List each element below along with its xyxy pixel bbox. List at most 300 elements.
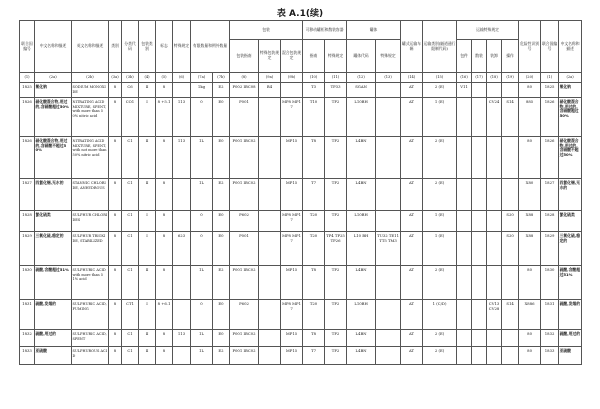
cell-class-code: C1 [122,137,139,179]
column-index: (11) [325,73,347,83]
cell-pack-instructions: P001 IBC02 [230,266,259,300]
cell-hazard-id: 80 [519,347,541,365]
cell-rtank-special [376,179,401,211]
cell-load-provision [487,83,502,98]
cell-pkg-provision [457,179,472,211]
cell-rtank-code: L10BH [347,211,376,232]
cell-operate-provision [502,266,519,300]
cell-un-no: 1829 [20,232,35,266]
cell-pkg-provision [457,137,472,179]
table-row [20,179,582,211]
cell-un-no-right: 1832 [541,330,559,347]
cell-hazard-id: 885 [519,98,541,137]
cell-mixed-packing: MP15 [281,347,303,365]
cell-mixed-packing: MP8 MP17 [281,232,303,266]
cell-hazard-id: X886 [519,300,541,330]
table-row [20,300,582,330]
cell-labels: 8 +5.1 [156,98,173,137]
cell-pkg-provision [457,211,472,232]
cell-operate-provision: S14 [502,300,519,330]
header-en-name: 英文名称和描述 [72,21,109,73]
cell-un-no: 1826 [20,137,35,179]
column-index: (2a) [559,73,582,83]
cell-labels: 8 [156,232,173,266]
cell-un-no-right: 1825 [541,83,559,98]
cell-excepted-qty: E0 [213,300,230,330]
cell-special-provisions: 113 [173,330,191,347]
cell-vehicle: AT [401,83,423,98]
cell-packing-group: Ⅰ [139,98,156,137]
header-rtank-special: 特殊规定 [376,40,401,73]
cell-packing-group: Ⅱ [139,347,156,365]
cell-transport-cat: 1 (E) [423,211,457,232]
header-packaging: 包装 [230,21,303,40]
header-cn-name-right: 中文名称和描述 [559,21,582,73]
cell-excepted-qty: E2 [213,83,230,98]
cell-en-name: SULPHUR CHLORIDES [72,211,109,232]
cell-un-no: 1830 [20,266,35,300]
cell-en-name: SODIUM MONOXIDE [72,83,109,98]
cell-operate-provision [502,83,519,98]
cell-bulk-provision [472,347,487,365]
cell-class: 8 [109,330,122,347]
column-index: (7b) [213,73,230,83]
cell-cn-name: 硫酸,用过的 [35,330,72,347]
cell-class-code: C1 [122,266,139,300]
cell-class: 8 [109,211,122,232]
cell-transport-cat: 2 (E) [423,347,457,365]
cell-tank-special: TP33 [325,83,347,98]
cell-cn-name: 氧化钠 [35,83,72,98]
column-index: (17) [472,73,487,83]
header-pkg: 包件 [457,40,472,73]
header-pack-special: 特殊包装规定 [259,40,281,73]
cell-tank-instructions: T3 [303,83,325,98]
cell-tank-instructions: T10 [303,98,325,137]
header-bulk: 散装 [472,40,487,73]
cell-tank-instructions: T8 [303,137,325,179]
column-index: (9b) [281,73,303,83]
cell-bulk-provision [472,330,487,347]
cell-class: 8 [109,137,122,179]
header-rtank: 罐体 [347,21,401,40]
column-index: (1) [20,73,35,83]
cell-un-no-right: 1833 [541,347,559,365]
column-index: (19) [502,73,519,83]
cell-operate-provision: S20 [502,232,519,266]
column-index: (2a) [35,73,72,83]
header-packing-group: 包装类别 [139,21,156,73]
cell-tank-instructions: T7 [303,347,325,365]
column-index: (18) [487,73,502,83]
cell-un-no-right: 1828 [541,211,559,232]
header-hazard-id: 危险性识别号 [519,21,541,73]
cell-class-code: C1 [122,179,139,211]
cell-class: 8 [109,266,122,300]
cell-special-provisions [173,347,191,365]
cell-cn-name-right: 四氯化锡,无水的 [559,179,582,211]
cell-tank-special: TP2 [325,266,347,300]
cell-load-provision [487,330,502,347]
cell-load-provision [487,137,502,179]
cell-class-code: C1 [122,347,139,365]
cell-labels: 8 [156,137,173,179]
cell-rtank-code: L10 BH [347,232,376,266]
cell-special-provisions [173,300,191,330]
cell-tank-special: TP2 [325,300,347,330]
cell-limited-qty: 1L [191,330,213,347]
cell-pack-special [259,330,281,347]
cell-rtank-code: L4BN [347,179,376,211]
column-index: (12) [347,73,376,83]
cell-pack-instructions: P602 [230,211,259,232]
column-index: (2b) [72,73,109,83]
cell-en-name: SULPHURIC ACID with more than 51% acid [72,266,109,300]
cell-vehicle: AT [401,98,423,137]
cell-tank-special: TP2 [325,330,347,347]
header-rtank-code: 罐体代码 [347,40,376,73]
column-index: (20) [519,73,541,83]
cell-cn-name-right: 氯化硫类 [559,211,582,232]
cell-bulk-provision [472,211,487,232]
cell-mixed-packing: MP15 [281,330,303,347]
cell-cn-name-right: 硫酸,发烟的 [559,300,582,330]
cell-limited-qty: 1L [191,137,213,179]
header-load: 装卸 [487,40,502,73]
cell-class-code: C1 [122,330,139,347]
cell-en-name: STANNIC CHLORIDE, ANHYDROUS [72,179,109,211]
cell-mixed-packing: MP8 MP17 [281,211,303,232]
cell-mixed-packing: MP8 MP17 [281,300,303,330]
cell-load-provision [487,347,502,365]
cell-pkg-provision [457,347,472,365]
cell-hazard-id: X88 [519,232,541,266]
cell-pack-special [259,211,281,232]
cell-excepted-qty: E2 [213,179,230,211]
cell-special-provisions: 623 [173,232,191,266]
table-row [20,83,582,98]
cell-un-no-right: 1826 [541,98,559,137]
header-portable-tanks: 可移动罐柜和散装容器 [303,21,347,40]
cell-limited-qty: 0 [191,211,213,232]
cell-cn-name: 硫酸,发烟的 [35,300,72,330]
cell-un-no: 1833 [20,347,35,365]
cell-load-provision [487,232,502,266]
cell-mixed-packing: MP15 [281,266,303,300]
cell-cn-name: 硝化酸混合物,用过的,含硝酸不超过50% [35,137,72,179]
cell-transport-cat: 2 (E) [423,137,457,179]
cell-load-provision: CV24 [487,98,502,137]
cell-rtank-code: L4BN [347,347,376,365]
cell-limited-qty: 0 [191,300,213,330]
cell-cn-name: 氯化硫类 [35,211,72,232]
cell-class: 8 [109,98,122,137]
cell-excepted-qty: E0 [213,137,230,179]
cell-special-provisions: 113 [173,137,191,179]
cell-pack-special [259,300,281,330]
cell-hazard-id: X80 [519,179,541,211]
cell-operate-provision: S14 [502,98,519,137]
cell-un-no: 1832 [20,330,35,347]
cell-hazard-id: 80 [519,266,541,300]
cell-pack-instructions: P001 [230,232,259,266]
cell-packing-group: Ⅱ [139,137,156,179]
column-index: (6) [173,73,191,83]
column-index: (8) [230,73,259,83]
cell-pack-instructions: P001 IBC02 [230,137,259,179]
cell-limited-qty: 1L [191,266,213,300]
cell-rtank-code: L10BH [347,98,376,137]
cell-operate-provision [502,179,519,211]
table-row [20,232,582,266]
cell-un-no-right: 1827 [541,179,559,211]
cell-class: 8 [109,179,122,211]
cell-class-code: C6 [122,83,139,98]
header-tank-special: 特殊规定 [325,40,347,73]
cell-packing-group: Ⅰ [139,300,156,330]
cell-vehicle: AT [401,137,423,179]
header-class: 类别 [109,21,122,73]
cell-special-provisions [173,179,191,211]
cell-class-code: CO1 [122,98,139,137]
cell-un-no: 1827 [20,179,35,211]
cell-hazard-id: 80 [519,137,541,179]
cell-operate-provision: S20 [502,211,519,232]
cell-cn-name-right: 硫酸,用过的 [559,330,582,347]
cell-excepted-qty: E0 [213,232,230,266]
cell-un-no: 1828 [20,211,35,232]
table-title: 表 A.1(续) [276,9,324,19]
column-index: (4) [139,73,156,83]
header-special-provisions: 特殊规定 [173,21,191,73]
cell-rtank-code: L4BN [347,266,376,300]
column-index: (7a) [191,73,213,83]
cell-vehicle: AT [401,232,423,266]
cell-rtank-special [376,137,401,179]
cell-class-code: CT1 [122,300,139,330]
cell-rtank-code: L10BH [347,300,376,330]
cell-labels: 8 +6.1 [156,300,173,330]
cell-special-provisions: 113 [173,98,191,137]
cell-limited-qty: 1L [191,347,213,365]
column-index: (5) [156,73,173,83]
cell-transport-cat: 2 (E) [423,179,457,211]
dangerous-goods-table [19,20,582,365]
cell-class: 8 [109,300,122,330]
cell-packing-group: Ⅱ [139,179,156,211]
cell-cn-name-right: 三氧化硫,稳定的 [559,232,582,266]
cell-pkg-provision [457,330,472,347]
cell-tank-special: TP4 TP25 TP26 [325,232,347,266]
cell-tank-instructions: T8 [303,266,325,300]
cell-en-name: SULPHURIC ACID, SPENT [72,330,109,347]
cell-rtank-special [376,347,401,365]
cell-pkg-provision [457,266,472,300]
cell-mixed-packing: MP15 [281,137,303,179]
cell-tank-special: TP2 [325,347,347,365]
header-vehicle: 罐式运输车辆 [401,21,423,73]
cell-transport-cat: 1 (E) [423,98,457,137]
cell-transport-cat: 1 (E) [423,232,457,266]
cell-bulk-provision [472,179,487,211]
cell-pack-instructions: P001 IBC02 [230,330,259,347]
cell-tank-special: TP2 [325,179,347,211]
cell-labels: 8 [156,179,173,211]
cell-pack-instructions: P001 [230,98,259,137]
cell-un-no-right: 1831 [541,300,559,330]
table-row [20,211,582,232]
cell-tank-special: TP2 [325,98,347,137]
cell-packing-group: Ⅰ [139,211,156,232]
header-class-code: 分类代码 [122,21,139,73]
cell-un-no: 1825 [20,83,35,98]
column-index: (16) [457,73,472,83]
cell-bulk-provision [472,232,487,266]
cell-en-name: NITRATING ACID MIXTURE, SPENT, with not more than 50% nitric acid [72,137,109,179]
cell-tank-instructions: T20 [303,300,325,330]
cell-class: 8 [109,347,122,365]
cell-rtank-code: L4BN [347,137,376,179]
cell-transport-cat: 1 (C/D) [423,300,457,330]
cell-bulk-provision [472,83,487,98]
cell-class: 8 [109,232,122,266]
header-tank-instructions: 指南 [303,40,325,73]
cell-pack-instructions: P001 IBC02 [230,347,259,365]
cell-pack-instructions: P602 [230,300,259,330]
header-transport-cat: 运输类别(隧道通行限制代码) [423,21,457,73]
cell-cn-name-right: 硝化酸混合物,用过的,含硝酸不超过50% [559,137,582,179]
cell-hazard-id: 80 [519,330,541,347]
cell-mixed-packing [281,83,303,98]
cell-hazard-id: 80 [519,83,541,98]
cell-labels: 8 [156,211,173,232]
column-index: (3b) [122,73,139,83]
cell-pack-special [259,179,281,211]
cell-mixed-packing: MP8 MP17 [281,98,303,137]
cell-labels: 8 [156,266,173,300]
cell-class: 8 [109,83,122,98]
cell-pack-special: B4 [259,83,281,98]
cell-rtank-special: TU32 TE11 TT5 TM3 [376,232,401,266]
table-row [20,266,582,300]
column-index: (15) [423,73,457,83]
cell-pkg-provision [457,232,472,266]
cell-un-no: 1826 [20,98,35,137]
table-row [20,98,582,137]
cell-limited-qty: 0 [191,232,213,266]
cell-rtank-special [376,300,401,330]
cell-vehicle: AT [401,211,423,232]
cell-en-name: SULPHURIC ACID, FUMING [72,300,109,330]
cell-un-no-right: 1829 [541,232,559,266]
cell-cn-name-right: 氧化钠 [559,83,582,98]
cell-cn-name-right: 硫酸,含酸超过51% [559,266,582,300]
cell-tank-special: TP2 [325,211,347,232]
cell-pack-special [259,137,281,179]
cell-pkg-provision [457,300,472,330]
cell-un-no: 1831 [20,300,35,330]
cell-cn-name-right: 硝化酸混合物,用过的,含硝酸超过50% [559,98,582,137]
cell-en-name: SULPHUR TRIOXIDE, STABILIZED [72,232,109,266]
cell-rtank-special [376,211,401,232]
table-row [20,330,582,347]
cell-operate-provision [502,347,519,365]
header-pack-instructions: 包装指南 [230,40,259,73]
cell-packing-group: Ⅱ [139,330,156,347]
cell-mixed-packing: MP15 [281,179,303,211]
cell-rtank-code: L4BN [347,330,376,347]
cell-pack-special [259,232,281,266]
cell-tank-instructions: T8 [303,330,325,347]
column-index: (3a) [109,73,122,83]
header-operate: 操作 [502,40,519,73]
cell-cn-name: 亚硫酸 [35,347,72,365]
table-row [20,137,582,179]
cell-excepted-qty: E2 [213,347,230,365]
column-index: (10) [303,73,325,83]
cell-vehicle: AT [401,330,423,347]
cell-vehicle: AT [401,347,423,365]
cell-labels: 8 [156,330,173,347]
cell-bulk-provision [472,137,487,179]
cell-en-name: NITRATING ACID MIXTURE, SPENT, with more than 50% nitric acid [72,98,109,137]
cell-pkg-provision: V11 [457,83,472,98]
column-index: (13) [376,73,401,83]
column-index: (9a) [259,73,281,83]
cell-limited-qty: 1kg [191,83,213,98]
cell-excepted-qty: E0 [213,211,230,232]
cell-limited-qty: 1L [191,179,213,211]
cell-bulk-provision [472,266,487,300]
cell-pack-instructions: P001 IBC02 [230,179,259,211]
cell-packing-group: Ⅰ [139,232,156,266]
cell-cn-name-right: 亚硫酸 [559,347,582,365]
cell-hazard-id: X88 [519,211,541,232]
cell-operate-provision [502,137,519,179]
header-limited-excepted: 有限数量和例外数量 [191,21,230,73]
cell-excepted-qty: E0 [213,98,230,137]
table-row [20,347,582,365]
cell-pack-special [259,347,281,365]
cell-class-code: C1 [122,211,139,232]
cell-un-no-right: 1830 [541,266,559,300]
cell-transport-cat: 2 (E) [423,266,457,300]
column-index: (14) [401,73,423,83]
cell-vehicle: AT [401,300,423,330]
cell-special-provisions [173,266,191,300]
cell-load-provision [487,211,502,232]
cell-cn-name: 硫酸,含酸超过51% [35,266,72,300]
cell-special-provisions [173,211,191,232]
cell-limited-qty: 0 [191,98,213,137]
header-cn-name: 中文名称和描述 [35,21,72,73]
cell-vehicle: AT [401,179,423,211]
cell-labels: 8 [156,83,173,98]
header-transport-special: 运输特殊规定 [457,21,519,40]
cell-cn-name: 硝化酸混合物,用过的,含硝酸超过50% [35,98,72,137]
cell-rtank-special [376,266,401,300]
cell-transport-cat: 2 (E) [423,83,457,98]
cell-pack-special [259,266,281,300]
cell-class-code: C1 [122,232,139,266]
cell-rtank-special [376,83,401,98]
cell-rtank-special [376,98,401,137]
cell-labels: 8 [156,347,173,365]
cell-cn-name: 三氧化硫,稳定的 [35,232,72,266]
cell-operate-provision [502,330,519,347]
cell-tank-special: TP2 [325,137,347,179]
cell-rtank-code: SGAN [347,83,376,98]
